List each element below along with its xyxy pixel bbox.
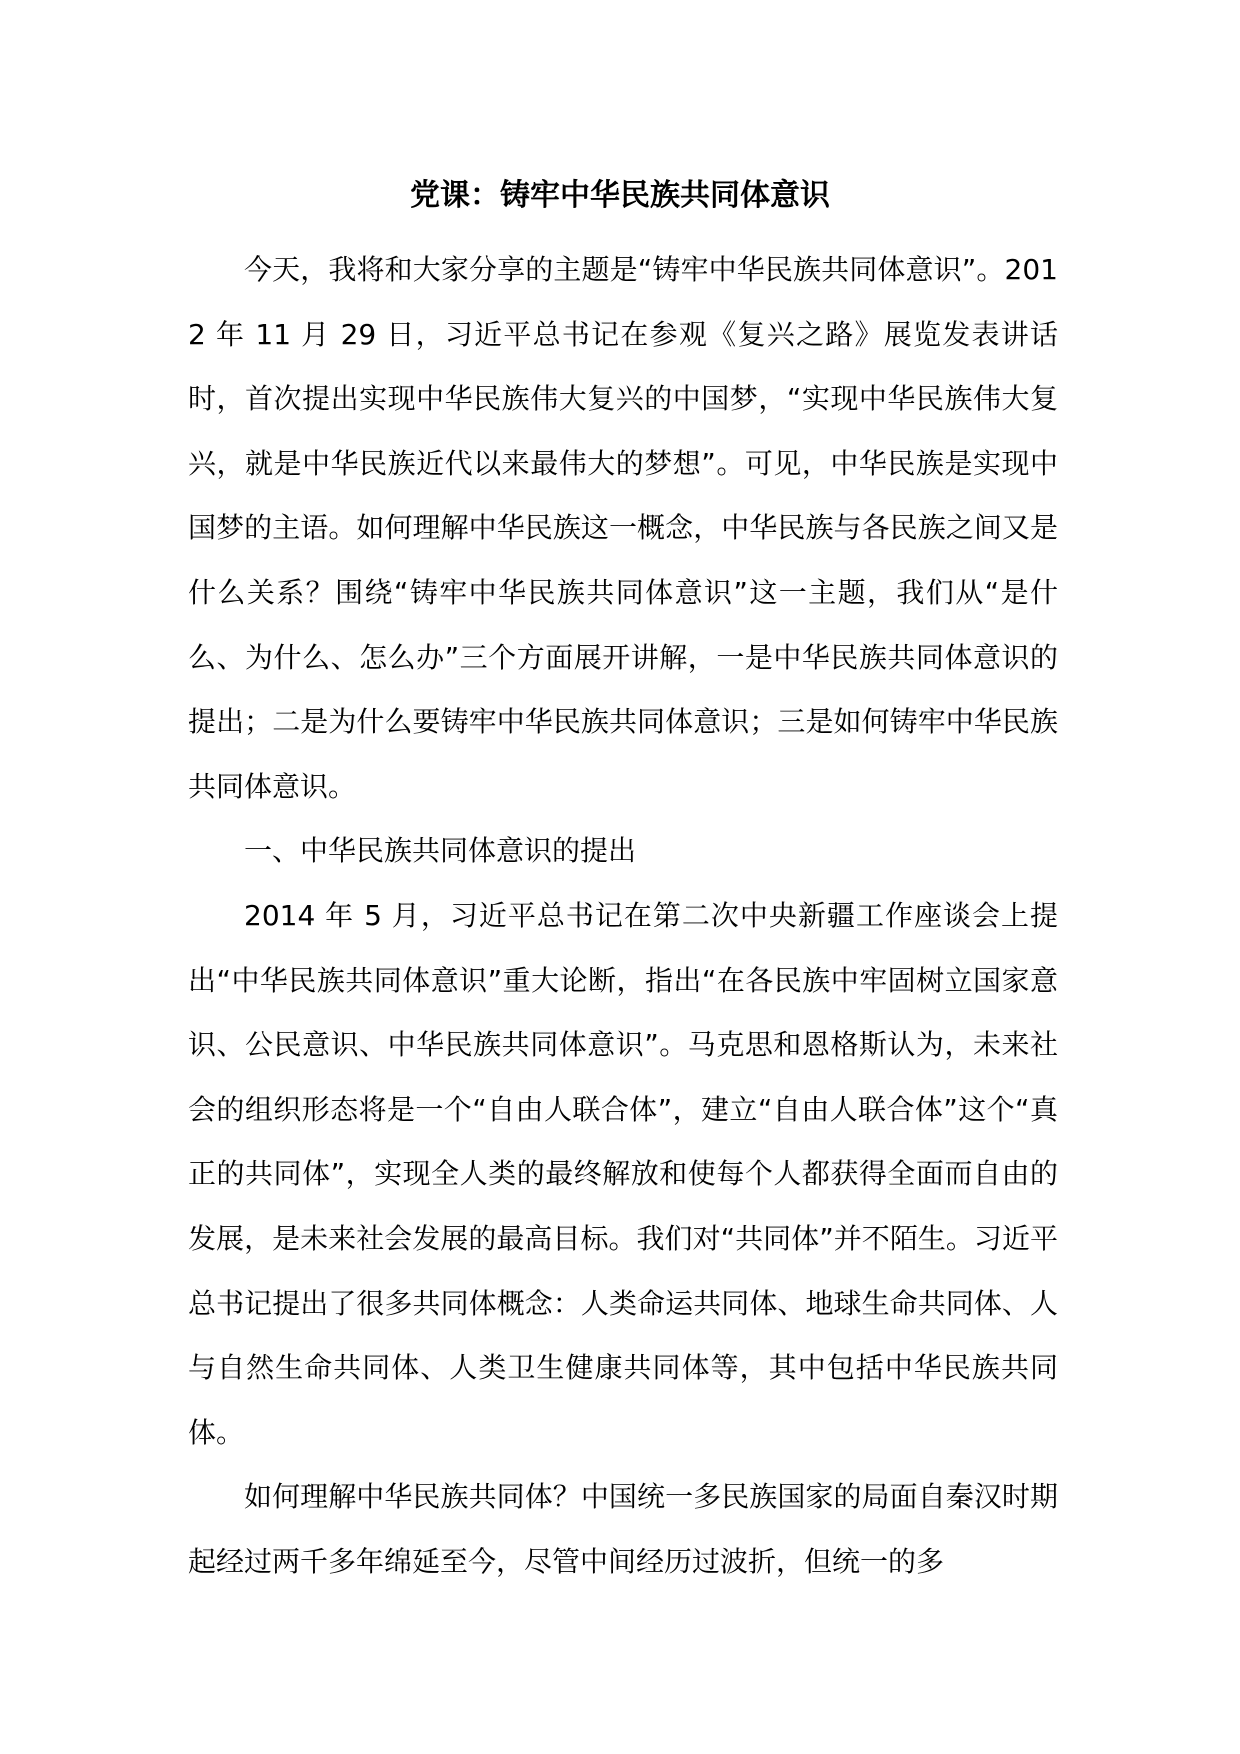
- section-heading-1: 一、中华民族共同体意识的提出: [244, 834, 637, 868]
- document-title: 党课：铸牢中华民族共同体意识: [410, 178, 830, 213]
- document-body: [188, 238, 1058, 1594]
- paragraph-intro: 今天，我将和大家分享的主题是“铸牢中华民族共同体意识”。2012 年 11 月 29 日，习近平总书记在参观《复兴之路》展览发表讲话时，首次提出实现中华民族伟大复兴的中国梦，“实现中华民族伟大复兴，就是中华民族近代以来最伟大的梦想”。可见，中华民族是实现中国梦的主语。如何理解中华民族这一概念，中华民族与各民族之间又是什么关系？围绕“铸牢中华民族共同体意识”这一主题，我们从“是什么、为什么、怎么办”三个方面展开讲解，一是中华民族共同体意识的提出；二是为什么要铸牢中华民族共同体意识；三是如何铸牢中华民族共同体意识。: [188, 253, 1058, 803]
- paragraph-section-1-continued: 如何理解中华民族共同体？中国统一多民族国家的局面自秦汉时期起经过两千多年绵延至今，尽管中间经历过波折，但统一的多: [188, 1480, 1058, 1578]
- paragraph-section-1: 2014 年 5 月，习近平总书记在第二次中央新疆工作座谈会上提出“中华民族共同体意识”重大论断，指出“在各民族中牢固树立国家意识、公民意识、中华民族共同体意识”。马克思和恩格斯认为，未来社会的组织形态将是一个“自由人联合体”，建立“自由人联合体”这个“真正的共同体”，实现全人类的最终解放和使每个人都获得全面而自由的发展，是未来社会发展的最高目标。我们对“共同体”并不陌生。习近平总书记提出了很多共同体概念：人类命运共同体、地球生命共同体、人与自然生命共同体、人类卫生健康共同体等，其中包括中华民族共同体。: [188, 898, 1058, 1449]
